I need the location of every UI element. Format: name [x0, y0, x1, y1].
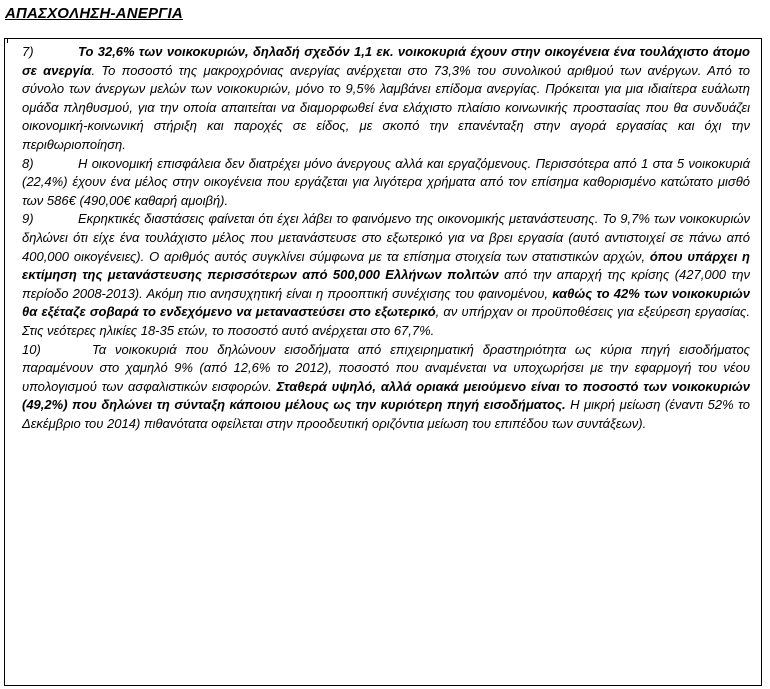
text-run: Η οικονομική επισφάλεια δεν διατρέχει μόνο άνεργους αλλά και εργαζόμενους. Περισσότερα από 1 στα 5 νοικοκυριά (22,4%) έχουν ένα μέλος στην οικογένεια που εργάζεται για λιγότερα χρήματα από τον επίσημα καθορισμένο κατώτατο μισθό των 586€ (490,00€ καθαρή αμοιβή). [22, 155, 750, 208]
text-box [4, 38, 762, 686]
text-run: . Το ποσοστό της μακροχρόνιας ανεργίας ανέρχεται στο 73,3% του συνολικού αριθμού των ανέργων. Από το σύνολο των άνεργων μελών των νοικοκυριών, μόνο το 9,5% λαμβάνει επίδομα ανεργίας. Πρόκειται για μια ιδιαίτερα ευάλωτη ομάδα πληθυσμού, για την οποία απαιτείται να διαμορφωθεί ένα ελάχιστο πλαίσιο κοινωνικής προστασίας που θα συνδυάζει οικονομική-κοινωνική στήριξη και παροχές σε είδος, με σκοπό την επανένταξη στην αγορά εργασίας και όχι την περιθωριοποίηση. [22, 62, 750, 152]
paragraph-number: 9) [22, 211, 34, 227]
paragraph-9 [22, 210, 750, 340]
text-run: από την απαρχή της κρίσης (427,000 την περίοδο 2008-2013). Ακόμη πιο ανησυχητική είναι η προοπτική συνέχισης του φαινομένου, [22, 267, 750, 301]
paragraph-10 [22, 341, 750, 434]
paragraphs-container [22, 43, 750, 433]
bold-text-run: Το 32,6% των νοικοκυριών, δηλαδή σχεδόν 1,1 εκ. νοικοκυριά έχουν στην οικογένεια ένα τουλάχιστο άτομο σε ανεργία [22, 44, 750, 78]
paragraph-number: 7) [22, 44, 34, 59]
paragraph-number: 10) [22, 341, 41, 357]
text-run: , αν υπήρχαν οι προϋποθέσεις για εξεύρεση εργασίας. Στις νεότερες ηλικίες 18-35 ετών, το ποσοστό αυτό ανέρχεται στο 67,7%. [22, 304, 750, 338]
bold-text-run: όπου υπάρχει η εκτίμηση της μετανάστευσης περισσότερων από 500,000 Ελλήνων πολιτών [22, 248, 750, 283]
paragraph-8 [22, 155, 750, 211]
bold-text-run: καθώς το 42% των νοικοκυριών θα εξέταζε σοβαρά το ενδεχόμενο να μεταναστεύσει στο εξωτερικό [22, 285, 750, 320]
text-run: Τα νοικοκυριά που δηλώνουν εισοδήματα από επιχειρηματική δραστηριότητα ως κύρια πηγή εισοδήματος παραμένουν στο χαμηλό 9% (από 12,6% το 2012), ποσοστό που αναμένεται να υποχωρήσει με την εφαρμογή του νέου υπολογισμού των ασφαλιστικών εισφορών. [22, 341, 750, 394]
bold-text-run: Σταθερά υψηλό, αλλά οριακά μειούμενο είναι το ποσοστό των νοικοκυριών (49,2%) που δηλώνει τη σύνταξη κάποιου μέλους ως την κυριότερη πηγή εισοδήματος. [22, 378, 750, 413]
section-heading: ΑΠΑΣΧΟΛΗΣΗ-ΑΝΕΡΓΙΑ [5, 5, 183, 22]
paragraph-number: 8) [22, 155, 34, 171]
corner-tick [7, 38, 12, 43]
paragraph-7 [22, 43, 750, 155]
text-run: Η μικρή μείωση (έναντι 52% το Δεκέμβριο του 2014) πιθανότατα οφείλεται στην προοδευτική οριζόντια μείωση του επιπέδου των συντάξεων). [22, 397, 750, 431]
text-run: Εκρηκτικές διαστάσεις φαίνεται ότι έχει λάβει το φαινόμενο της οικονομικής μετανάστευσης. Το 9,7% των νοικοκυριών δηλώνει ότι είχε ένα τουλάχιστο μέλος που μετανάστευσε στο εξωτερικό για να βρει εργασία (αυτό αντιστοιχεί σε πάνω από 400,000 οικογένειες). Ο αριθμός αυτός συγκλίνει σύμφωνα με τα επίσημα στοιχεία των στατιστικών αρχών, [22, 211, 750, 264]
